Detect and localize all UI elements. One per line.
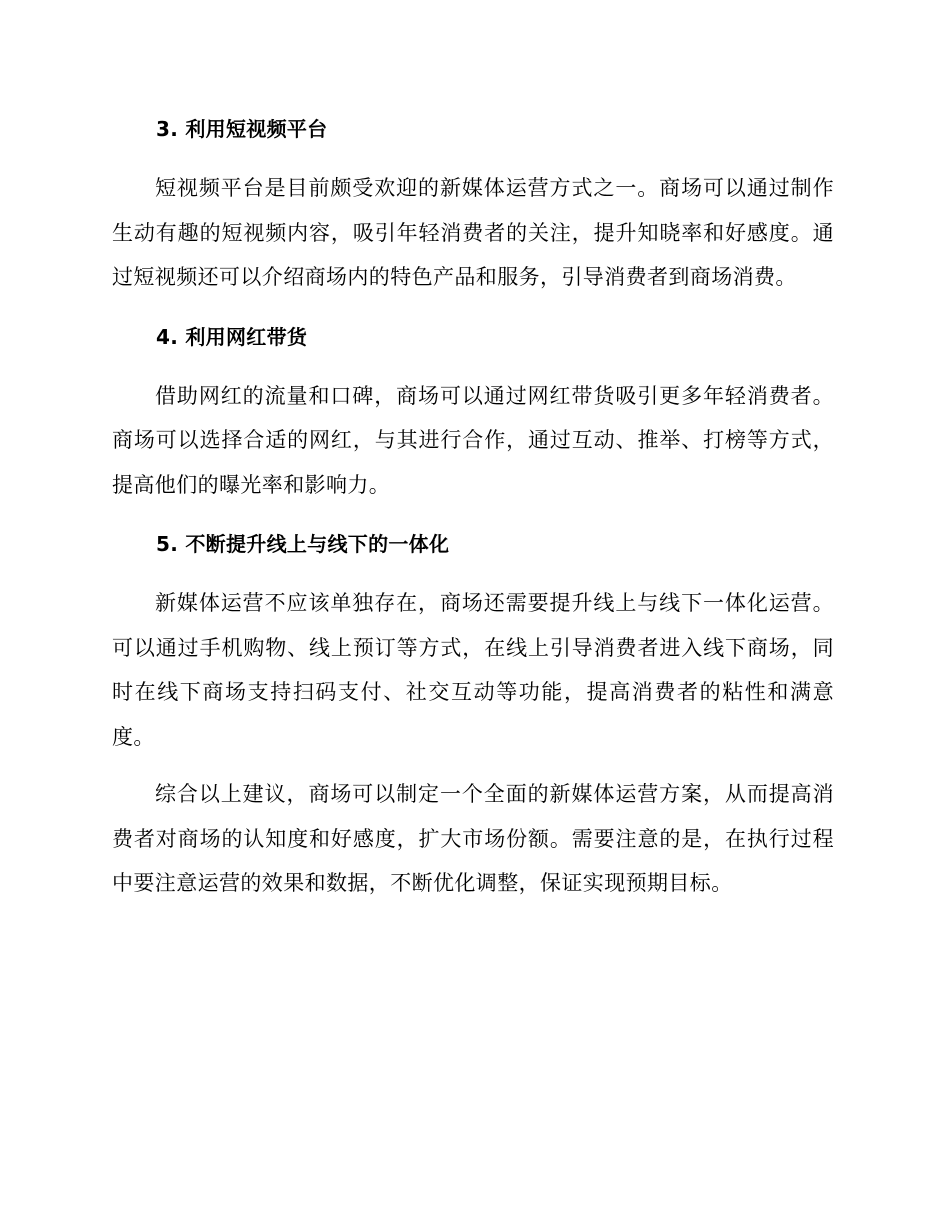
section-heading-influencer: 4. 利用网红带货	[156, 324, 308, 349]
document-page	[112, 112, 834, 906]
section-body-online-offline: 新媒体运营不应该单独存在，商场还需要提升线上与线下一体化运营。可以通过手机购物、线上预订等方式，在线上引导消费者进入线下商场，同时在线下商场支持扫码支付、社交互动等功能，提高消费者的粘性和满意度。	[112, 591, 834, 749]
section-body-short-video: 短视频平台是目前颇受欢迎的新媒体运营方式之一。商场可以通过制作生动有趣的短视频内容，吸引年轻消费者的关注，提升知晓率和好感度。通过短视频还可以介绍商场内的特色产品和服务，引导消费者到商场消费。	[112, 176, 834, 289]
section-body-influencer: 借助网红的流量和口碑，商场可以通过网红带货吸引更多年轻消费者。商场可以选择合适的网红，与其进行合作，通过互动、推举、打榜等方式，提高他们的曝光率和影响力。	[112, 383, 834, 497]
conclusion-paragraph: 综合以上建议，商场可以制定一个全面的新媒体运营方案，从而提高消费者对商场的认知度和好感度，扩大市场份额。需要注意的是，在执行过程中要注意运营的效果和数据，不断优化调整，保证实现预期目标。	[112, 782, 834, 895]
section-heading-short-video: 3. 利用短视频平台	[156, 117, 328, 141]
section-heading-online-offline: 5. 不断提升线上与线下的一体化	[156, 532, 450, 556]
